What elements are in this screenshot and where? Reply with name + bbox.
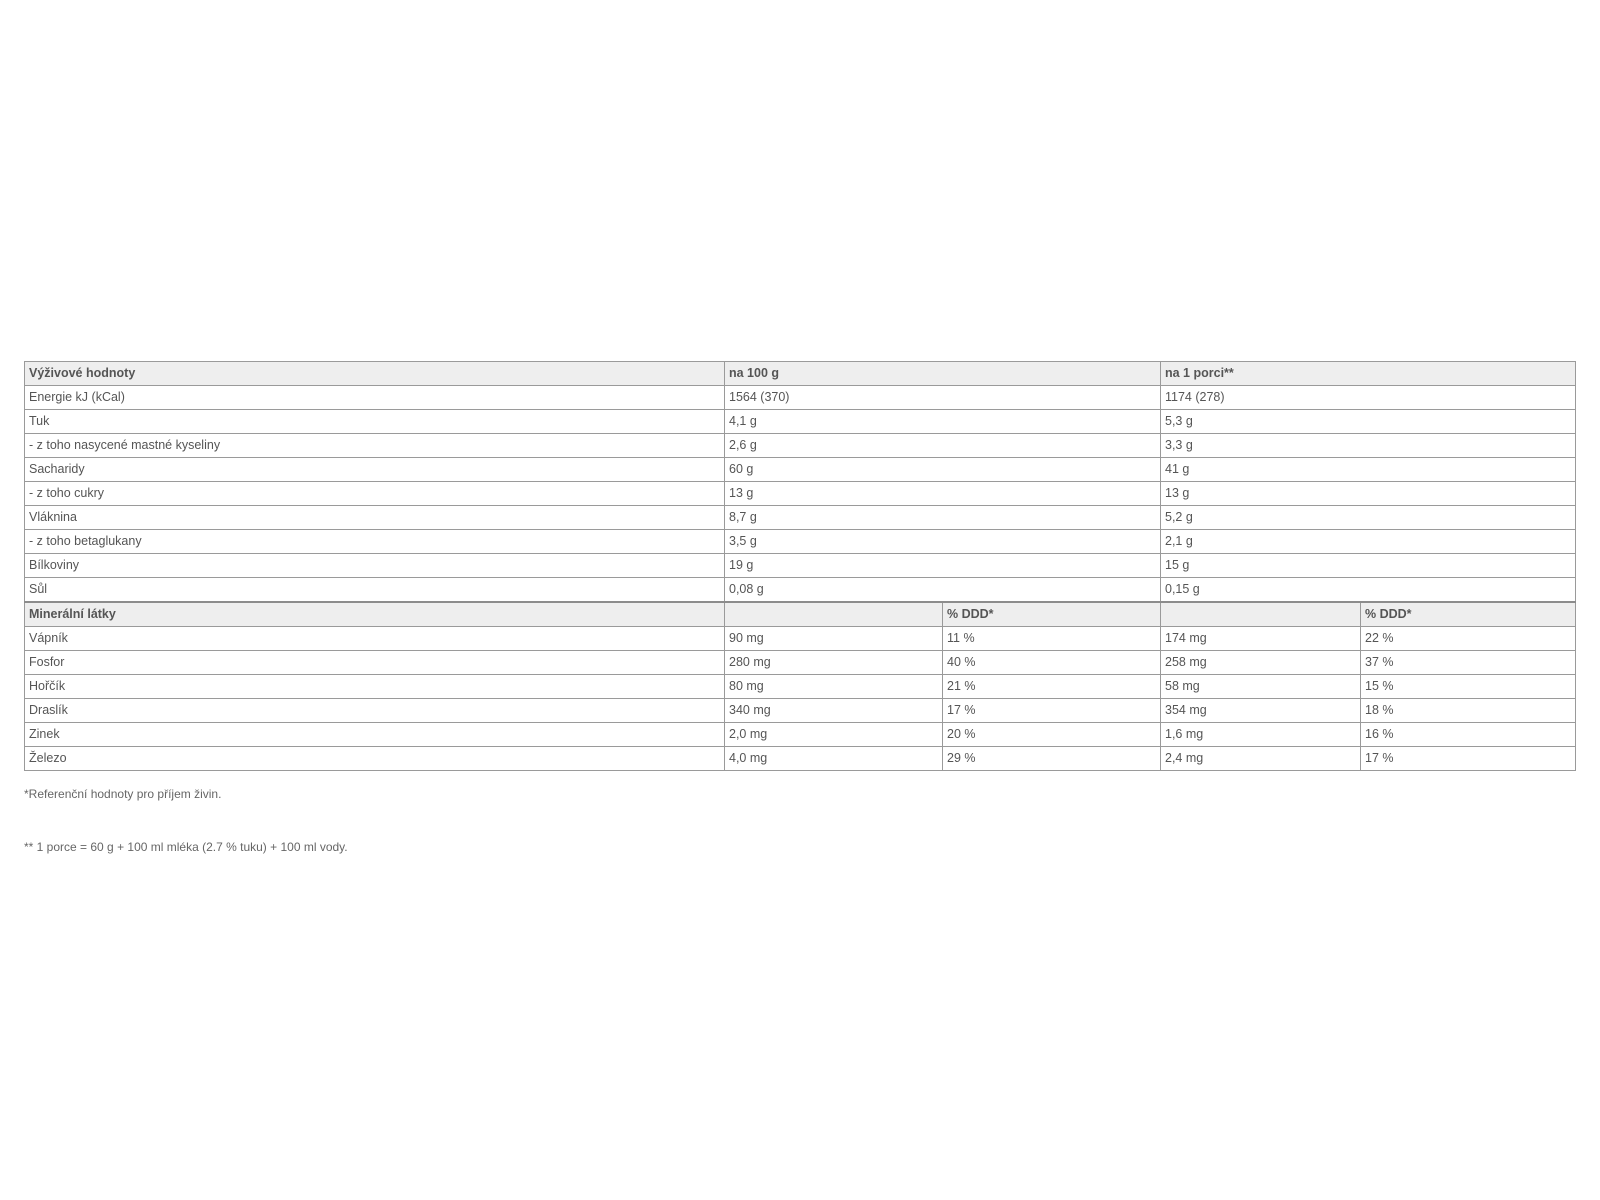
per-portion-cell: 2,4 mg xyxy=(1161,747,1361,771)
header-cell-label: Výživové hodnoty xyxy=(25,362,725,386)
nutrition-table-container xyxy=(24,361,1575,771)
nutrition-row xyxy=(25,530,1576,554)
per-100g-cell: 340 mg xyxy=(725,699,943,723)
per-100g-cell: 13 g xyxy=(725,482,1161,506)
ddd-100g-cell: 29 % xyxy=(943,747,1161,771)
nutrition-table xyxy=(24,361,1576,771)
per-100g-cell: 4,0 mg xyxy=(725,747,943,771)
header-cell-minerals: Minerální látky xyxy=(25,602,725,627)
nutrition-row xyxy=(25,506,1576,530)
nutrition-row xyxy=(25,458,1576,482)
per-100g-cell: 1564 (370) xyxy=(725,386,1161,410)
per-portion-cell: 3,3 g xyxy=(1161,434,1576,458)
nutrient-name-cell: - z toho cukry xyxy=(25,482,725,506)
header-cell-per-100g: na 100 g xyxy=(725,362,1161,386)
nutrient-name-cell: Bílkoviny xyxy=(25,554,725,578)
header-cell-per-portion: na 1 porci** xyxy=(1161,362,1576,386)
nutrient-name-cell: Vláknina xyxy=(25,506,725,530)
header-cell-empty xyxy=(1161,602,1361,627)
per-portion-cell: 354 mg xyxy=(1161,699,1361,723)
per-portion-cell: 0,15 g xyxy=(1161,578,1576,603)
mineral-row xyxy=(25,627,1576,651)
nutrient-name-cell: Tuk xyxy=(25,410,725,434)
header-cell-ddd: % DDD* xyxy=(943,602,1161,627)
ddd-100g-cell: 17 % xyxy=(943,699,1161,723)
per-100g-cell: 280 mg xyxy=(725,651,943,675)
ddd-100g-cell: 20 % xyxy=(943,723,1161,747)
nutrient-name-cell: Energie kJ (kCal) xyxy=(25,386,725,410)
nutrition-row xyxy=(25,434,1576,458)
per-portion-cell: 5,2 g xyxy=(1161,506,1576,530)
per-100g-cell: 4,1 g xyxy=(725,410,1161,434)
mineral-name-cell: Hořčík xyxy=(25,675,725,699)
per-100g-cell: 2,0 mg xyxy=(725,723,943,747)
per-100g-cell: 90 mg xyxy=(725,627,943,651)
per-portion-cell: 2,1 g xyxy=(1161,530,1576,554)
per-100g-cell: 3,5 g xyxy=(725,530,1161,554)
ddd-portion-cell: 16 % xyxy=(1361,723,1576,747)
ddd-portion-cell: 15 % xyxy=(1361,675,1576,699)
per-portion-cell: 5,3 g xyxy=(1161,410,1576,434)
mineral-name-cell: Zinek xyxy=(25,723,725,747)
per-100g-cell: 19 g xyxy=(725,554,1161,578)
ddd-100g-cell: 11 % xyxy=(943,627,1161,651)
per-100g-cell: 60 g xyxy=(725,458,1161,482)
per-portion-cell: 258 mg xyxy=(1161,651,1361,675)
ddd-portion-cell: 22 % xyxy=(1361,627,1576,651)
ddd-portion-cell: 18 % xyxy=(1361,699,1576,723)
per-portion-cell: 13 g xyxy=(1161,482,1576,506)
per-portion-cell: 41 g xyxy=(1161,458,1576,482)
ddd-portion-cell: 17 % xyxy=(1361,747,1576,771)
mineral-name-cell: Fosfor xyxy=(25,651,725,675)
per-100g-cell: 80 mg xyxy=(725,675,943,699)
nutrition-header-row xyxy=(25,362,1576,386)
mineral-row xyxy=(25,651,1576,675)
mineral-row xyxy=(25,723,1576,747)
per-100g-cell: 0,08 g xyxy=(725,578,1161,603)
per-portion-cell: 1,6 mg xyxy=(1161,723,1361,747)
reference-note: *Referenční hodnoty pro příjem živin. xyxy=(24,787,222,801)
mineral-name-cell: Draslík xyxy=(25,699,725,723)
nutrition-row xyxy=(25,578,1576,603)
nutrient-name-cell: - z toho nasycené mastné kyseliny xyxy=(25,434,725,458)
nutrition-row xyxy=(25,386,1576,410)
header-cell-empty xyxy=(725,602,943,627)
nutrition-row xyxy=(25,410,1576,434)
per-100g-cell: 8,7 g xyxy=(725,506,1161,530)
nutrition-row xyxy=(25,554,1576,578)
nutrient-name-cell: - z toho betaglukany xyxy=(25,530,725,554)
per-portion-cell: 58 mg xyxy=(1161,675,1361,699)
mineral-row xyxy=(25,747,1576,771)
nutrient-name-cell: Sacharidy xyxy=(25,458,725,482)
mineral-name-cell: Železo xyxy=(25,747,725,771)
mineral-row xyxy=(25,675,1576,699)
per-portion-cell: 1174 (278) xyxy=(1161,386,1576,410)
minerals-header-row xyxy=(25,602,1576,627)
nutrient-name-cell: Sůl xyxy=(25,578,725,603)
per-portion-cell: 174 mg xyxy=(1161,627,1361,651)
portion-note: ** 1 porce = 60 g + 100 ml mléka (2.7 % tuku) + 100 ml vody. xyxy=(24,840,348,854)
mineral-name-cell: Vápník xyxy=(25,627,725,651)
per-100g-cell: 2,6 g xyxy=(725,434,1161,458)
ddd-100g-cell: 21 % xyxy=(943,675,1161,699)
mineral-row xyxy=(25,699,1576,723)
ddd-100g-cell: 40 % xyxy=(943,651,1161,675)
ddd-portion-cell: 37 % xyxy=(1361,651,1576,675)
header-cell-ddd: % DDD* xyxy=(1361,602,1576,627)
per-portion-cell: 15 g xyxy=(1161,554,1576,578)
nutrition-row xyxy=(25,482,1576,506)
